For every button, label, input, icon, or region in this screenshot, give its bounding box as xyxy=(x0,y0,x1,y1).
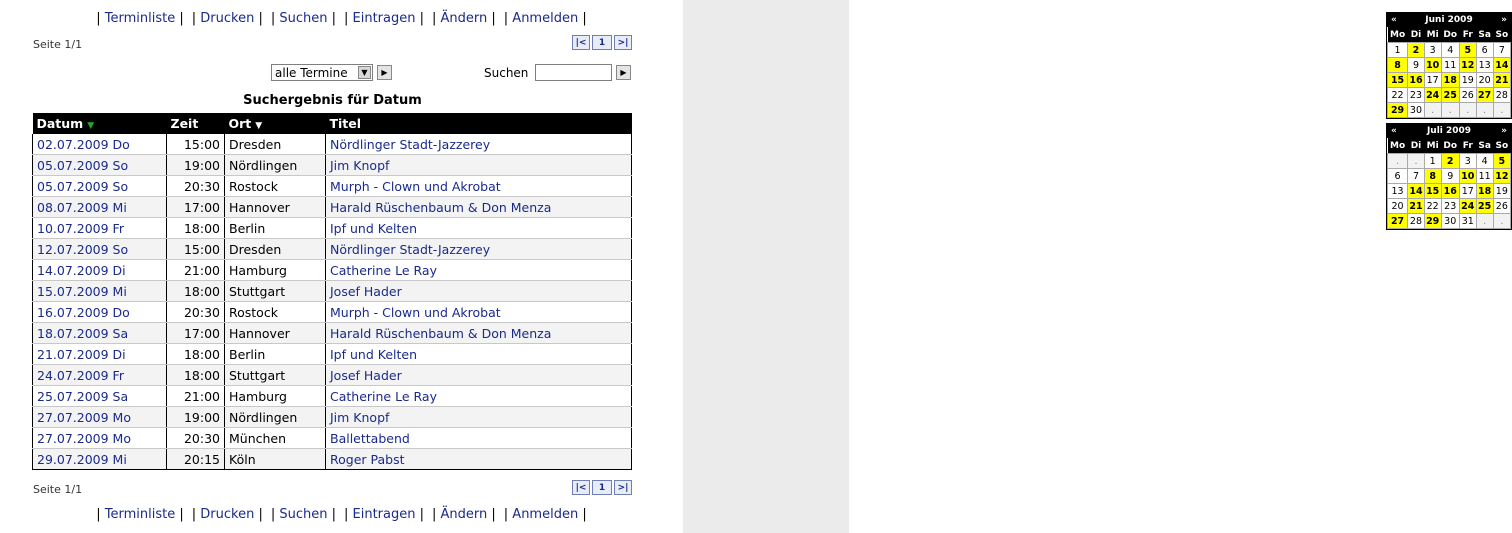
calendar-day-event[interactable]: 27 xyxy=(1388,214,1408,229)
calendar-title: Juli 2009 xyxy=(1426,126,1472,136)
nav-separator: | xyxy=(432,507,441,522)
calendar-day-event[interactable]: 15 xyxy=(1388,73,1408,88)
cell-zeit: 17:00 xyxy=(167,323,225,344)
calendar-day: 1 xyxy=(1424,154,1441,169)
mini-calendar xyxy=(1386,123,1512,230)
cell-datum[interactable]: 27.07.2009 Mo xyxy=(33,407,167,428)
weekday-header: Sa xyxy=(1476,138,1493,154)
cell-titel[interactable]: Catherine Le Ray xyxy=(326,260,632,281)
search-label: Suchen xyxy=(484,66,529,80)
cell-datum[interactable]: 02.07.2009 Do xyxy=(33,134,167,155)
cell-titel[interactable]: Jim Knopf xyxy=(326,407,632,428)
column-header-ort[interactable] xyxy=(225,113,326,134)
calendar-next-button[interactable]: » xyxy=(1501,15,1507,25)
calendar-day: 19 xyxy=(1459,73,1476,88)
cell-titel[interactable]: Ipf und Kelten xyxy=(326,344,632,365)
cell-datum[interactable]: 10.07.2009 Fr xyxy=(33,218,167,239)
cell-titel[interactable]: Ballettabend xyxy=(326,428,632,449)
nav-link-eintragen[interactable]: Eintragen xyxy=(352,507,416,522)
cell-ort: Hannover xyxy=(225,323,326,344)
pager-next-button[interactable]: >| xyxy=(614,35,632,50)
cell-zeit: 15:00 xyxy=(167,134,225,155)
result-title: Suchergebnis für Datum xyxy=(243,93,422,108)
table-row xyxy=(33,239,632,260)
calendar-next-button[interactable]: » xyxy=(1501,126,1507,136)
cell-titel[interactable]: Josef Hader xyxy=(326,281,632,302)
search-go-button[interactable]: ▶ xyxy=(616,65,631,80)
calendar-day: 22 xyxy=(1424,199,1441,214)
nav-separator: | xyxy=(270,11,280,26)
calendar-day-event[interactable]: 10 xyxy=(1426,59,1440,71)
table-row xyxy=(33,407,632,428)
table-row xyxy=(33,197,632,218)
cell-datum[interactable]: 18.07.2009 Sa xyxy=(33,323,167,344)
cell-titel[interactable]: Jim Knopf xyxy=(326,155,632,176)
nav-separator: | xyxy=(344,11,353,26)
cell-datum[interactable]: 12.07.2009 So xyxy=(33,239,167,260)
cell-ort: Rostock xyxy=(225,176,326,197)
nav-separator: | xyxy=(175,11,184,26)
table-row xyxy=(33,449,632,470)
cell-ort: Berlin xyxy=(225,344,326,365)
calendar-sidebar xyxy=(683,0,1509,533)
table-row xyxy=(33,281,632,302)
cell-datum[interactable]: 24.07.2009 Fr xyxy=(33,365,167,386)
calendar-day: 31 xyxy=(1459,214,1476,229)
calendar-day: . xyxy=(1459,103,1476,118)
cell-zeit: 18:00 xyxy=(167,365,225,386)
nav-separator: | xyxy=(578,11,587,26)
calendar-day: 28 xyxy=(1408,214,1425,229)
nav-separator: | xyxy=(432,11,441,26)
calendar-day: 13 xyxy=(1476,58,1493,73)
calendar-day: . xyxy=(1476,214,1493,229)
calendar-day: 7 xyxy=(1493,43,1510,58)
cell-ort: Dresden xyxy=(225,239,326,260)
cell-ort: Stuttgart xyxy=(225,365,326,386)
pager-current-page[interactable]: 1 xyxy=(592,480,612,495)
calendar-day: 28 xyxy=(1493,88,1510,103)
calendar-day: 17 xyxy=(1459,184,1476,199)
weekday-header: So xyxy=(1493,27,1510,43)
nav-item xyxy=(432,11,496,26)
weekday-header: Mi xyxy=(1424,27,1441,43)
cell-zeit: 19:00 xyxy=(167,155,225,176)
calendar-day: 11 xyxy=(1476,169,1493,184)
calendar-day: 3 xyxy=(1459,154,1476,169)
cell-titel[interactable]: Josef Hader xyxy=(326,365,632,386)
nav-link-suchen[interactable]: Suchen xyxy=(279,507,328,522)
calendar-day: 20 xyxy=(1388,199,1408,214)
calendar-day: 6 xyxy=(1388,169,1408,184)
weekday-header: Do xyxy=(1441,138,1459,154)
cell-titel[interactable]: Nördlinger Stadt-Jazzerey xyxy=(326,134,632,155)
top-navigation xyxy=(0,11,683,26)
calendar-day-event[interactable]: 21 xyxy=(1493,73,1510,88)
calendar-day-event[interactable]: 18 xyxy=(1478,185,1492,197)
table-row xyxy=(33,155,632,176)
calendar-day-event[interactable]: 24 xyxy=(1461,200,1475,212)
calendar-header xyxy=(1387,13,1511,27)
calendar-day-event[interactable]: 5 xyxy=(1493,154,1510,169)
column-label-zeit: Zeit xyxy=(170,116,199,131)
calendar-day-event[interactable]: 10 xyxy=(1461,170,1475,182)
weekday-header: Di xyxy=(1408,27,1425,43)
cell-datum[interactable]: 25.07.2009 Sa xyxy=(33,386,167,407)
nav-item xyxy=(96,507,183,522)
cell-ort: Dresden xyxy=(225,134,326,155)
cell-zeit: 18:00 xyxy=(167,218,225,239)
calendar-day: . xyxy=(1441,103,1459,118)
page-info-bottom: Seite 1/1 xyxy=(33,483,83,496)
cell-zeit: 18:00 xyxy=(167,344,225,365)
calendar-day-event[interactable]: 2 xyxy=(1441,154,1459,169)
nav-separator: | xyxy=(503,507,513,522)
cell-ort: Stuttgart xyxy=(225,281,326,302)
calendar-day-event[interactable]: 27 xyxy=(1478,89,1492,101)
weekday-header: Mi xyxy=(1424,138,1441,154)
calendar-day: 4 xyxy=(1441,43,1459,58)
table-row xyxy=(33,428,632,449)
cell-titel[interactable]: Harald Rüschenbaum & Don Menza xyxy=(326,323,632,344)
pager-top xyxy=(572,35,632,50)
table-row xyxy=(33,344,632,365)
weekday-header: Fr xyxy=(1459,138,1476,154)
nav-item xyxy=(504,11,587,26)
table-row xyxy=(33,386,632,407)
calendar-day-event[interactable]: 25 xyxy=(1441,88,1459,103)
table-row xyxy=(33,323,632,344)
calendar-header xyxy=(1387,124,1511,138)
nav-separator: | xyxy=(503,11,513,26)
termine-select[interactable] xyxy=(271,64,373,81)
nav-link-drucken[interactable]: Drucken xyxy=(200,11,255,26)
cell-ort: Nördlingen xyxy=(225,155,326,176)
cell-titel[interactable]: Harald Rüschenbaum & Don Menza xyxy=(326,197,632,218)
column-header-datum[interactable] xyxy=(33,113,167,134)
nav-separator: | xyxy=(415,507,424,522)
cell-zeit: 20:30 xyxy=(167,428,225,449)
calendar-day-event[interactable]: 8 xyxy=(1424,169,1441,184)
nav-separator: | xyxy=(96,11,105,26)
nav-separator: | xyxy=(487,11,496,26)
calendar-day-event[interactable]: 15 xyxy=(1426,185,1440,197)
nav-link-ndern[interactable]: Ändern xyxy=(440,11,488,26)
weekday-header: Fr xyxy=(1459,27,1476,43)
calendar-day-event[interactable]: 12 xyxy=(1461,59,1475,71)
calendar-day: 9 xyxy=(1441,169,1459,184)
mini-calendar xyxy=(1386,12,1512,119)
pager-current-page[interactable]: 1 xyxy=(592,35,612,50)
nav-separator: | xyxy=(96,507,105,522)
cell-titel[interactable]: Catherine Le Ray xyxy=(326,386,632,407)
calendar-day: 23 xyxy=(1441,199,1459,214)
column-label-titel: Titel xyxy=(329,116,362,131)
calendar-day: 30 xyxy=(1441,214,1459,229)
cell-titel[interactable]: Roger Pabst xyxy=(326,449,632,470)
calendar-day: 13 xyxy=(1388,184,1408,199)
cell-datum[interactable]: 14.07.2009 Di xyxy=(33,260,167,281)
table-header-row xyxy=(33,113,632,134)
cell-zeit: 19:00 xyxy=(167,407,225,428)
cell-titel[interactable]: Ipf und Kelten xyxy=(326,218,632,239)
column-label-ort: Ort xyxy=(228,116,252,131)
table-row xyxy=(33,134,632,155)
cell-datum[interactable]: 05.07.2009 So xyxy=(33,155,167,176)
nav-link-terminliste[interactable]: Terminliste xyxy=(104,507,176,522)
nav-separator: | xyxy=(327,507,336,522)
calendar-day-event[interactable]: 18 xyxy=(1441,73,1459,88)
cell-ort: Hamburg xyxy=(225,386,326,407)
cell-datum[interactable]: 15.07.2009 Mi xyxy=(33,281,167,302)
table-row xyxy=(33,365,632,386)
nav-item xyxy=(344,11,424,26)
calendar-day: 19 xyxy=(1493,184,1510,199)
column-header-titel xyxy=(326,113,632,134)
cell-zeit: 21:00 xyxy=(167,260,225,281)
cell-datum[interactable]: 05.07.2009 So xyxy=(33,176,167,197)
nav-item xyxy=(432,507,496,522)
calendar-day: 1 xyxy=(1388,43,1408,58)
nav-item xyxy=(96,11,183,26)
nav-separator: | xyxy=(191,507,201,522)
filter-go-button[interactable]: ▶ xyxy=(377,65,392,80)
calendar-day-event[interactable]: 2 xyxy=(1408,43,1425,58)
nav-link-suchen[interactable]: Suchen xyxy=(279,11,328,26)
calendar-day-event[interactable]: 29 xyxy=(1426,215,1440,227)
nav-item xyxy=(192,11,263,26)
nav-item xyxy=(271,507,336,522)
calendar-day-event[interactable]: 21 xyxy=(1409,200,1423,212)
weekday-header: Mo xyxy=(1388,27,1408,43)
weekday-header: Sa xyxy=(1476,27,1493,43)
cell-datum[interactable]: 21.07.2009 Di xyxy=(33,344,167,365)
cell-datum[interactable]: 08.07.2009 Mi xyxy=(33,197,167,218)
cell-ort: Hannover xyxy=(225,197,326,218)
pager-next-button[interactable]: >| xyxy=(614,480,632,495)
column-label-datum: Datum xyxy=(36,116,84,131)
cell-ort: Nördlingen xyxy=(225,407,326,428)
calendar-day: . xyxy=(1493,214,1510,229)
calendar-day: . xyxy=(1424,103,1441,118)
nav-item xyxy=(271,11,336,26)
cell-zeit: 20:30 xyxy=(167,302,225,323)
dropdown-arrow-icon[interactable]: ▼ xyxy=(358,66,371,79)
calendar-day-event[interactable]: 24 xyxy=(1426,89,1440,101)
calendar-day: . xyxy=(1408,154,1425,169)
bottom-navigation xyxy=(0,507,683,522)
nav-link-ndern[interactable]: Ändern xyxy=(440,507,488,522)
search-input[interactable] xyxy=(535,64,612,81)
calendar-day-event[interactable]: 14 xyxy=(1409,185,1423,197)
calendar-day: . xyxy=(1388,154,1408,169)
nav-separator: | xyxy=(270,507,280,522)
cell-titel[interactable]: Nördlinger Stadt-Jazzerey xyxy=(326,239,632,260)
calendar-day: 11 xyxy=(1441,58,1459,73)
nav-separator: | xyxy=(415,11,424,26)
weekday-header: Di xyxy=(1408,138,1425,154)
calendar-day-event[interactable]: 12 xyxy=(1493,169,1510,184)
calendar-day-event[interactable]: 25 xyxy=(1478,200,1492,212)
sort-down-icon: ▼ xyxy=(255,121,263,131)
nav-item xyxy=(192,507,263,522)
calendar-day: 26 xyxy=(1459,88,1476,103)
calendar-day-event[interactable]: 29 xyxy=(1388,103,1408,118)
weekday-header: Do xyxy=(1441,27,1459,43)
calendar-day: 6 xyxy=(1476,43,1493,58)
calendar-prev-button[interactable]: « xyxy=(1391,126,1397,136)
sort-down-icon: ▼ xyxy=(87,121,95,131)
calendar-day: 3 xyxy=(1424,43,1441,58)
cell-zeit: 17:00 xyxy=(167,197,225,218)
weekday-header: So xyxy=(1493,138,1510,154)
termine-select-value: alle Termine xyxy=(275,65,348,80)
results-table xyxy=(32,113,632,470)
cell-titel[interactable]: Murph - Clown und Akrobat xyxy=(326,176,632,197)
nav-separator: | xyxy=(344,507,353,522)
weekday-header: Mo xyxy=(1388,138,1408,154)
nav-link-anmelden[interactable]: Anmelden xyxy=(512,11,579,26)
table-row xyxy=(33,176,632,197)
pager-first-button[interactable]: |< xyxy=(572,480,590,495)
nav-item xyxy=(344,507,424,522)
pager-first-button[interactable]: |< xyxy=(572,35,590,50)
nav-link-anmelden[interactable]: Anmelden xyxy=(512,507,579,522)
calendar-day: 23 xyxy=(1408,88,1425,103)
nav-separator: | xyxy=(175,507,184,522)
table-row xyxy=(33,218,632,239)
nav-separator: | xyxy=(327,11,336,26)
calendar-day: 4 xyxy=(1476,154,1493,169)
calendar-prev-button[interactable]: « xyxy=(1391,15,1397,25)
calendar-day-event[interactable]: 8 xyxy=(1388,58,1408,73)
nav-separator: | xyxy=(254,507,263,522)
calendar-day-event[interactable]: 16 xyxy=(1441,184,1459,199)
calendar-day: 17 xyxy=(1424,73,1441,88)
calendar-day: 20 xyxy=(1476,73,1493,88)
calendar-day: 7 xyxy=(1408,169,1425,184)
cell-datum[interactable]: 29.07.2009 Mi xyxy=(33,449,167,470)
table-row xyxy=(33,260,632,281)
cell-ort: Berlin xyxy=(225,218,326,239)
calendar-day: 9 xyxy=(1408,58,1425,73)
cell-ort: München xyxy=(225,428,326,449)
cell-zeit: 21:00 xyxy=(167,386,225,407)
cell-zeit: 20:15 xyxy=(167,449,225,470)
nav-separator: | xyxy=(487,507,496,522)
nav-link-eintragen[interactable]: Eintragen xyxy=(352,11,416,26)
cell-ort: Köln xyxy=(225,449,326,470)
cell-ort: Hamburg xyxy=(225,260,326,281)
calendar-title: Juni 2009 xyxy=(1425,15,1473,25)
nav-link-terminliste[interactable]: Terminliste xyxy=(104,11,176,26)
cell-datum[interactable]: 27.07.2009 Mo xyxy=(33,428,167,449)
main-content xyxy=(0,0,683,533)
calendar-day: 30 xyxy=(1408,103,1425,118)
nav-separator: | xyxy=(578,507,587,522)
calendar-day-event[interactable]: 5 xyxy=(1459,43,1476,58)
filter-controls xyxy=(271,64,392,81)
nav-separator: | xyxy=(254,11,263,26)
page-info-top: Seite 1/1 xyxy=(33,38,83,51)
nav-separator: | xyxy=(191,11,201,26)
cell-zeit: 15:00 xyxy=(167,239,225,260)
calendar-day: . xyxy=(1476,103,1493,118)
nav-item xyxy=(504,507,587,522)
column-header-zeit xyxy=(167,113,225,134)
calendar-day: 26 xyxy=(1493,199,1510,214)
cell-datum[interactable]: 16.07.2009 Do xyxy=(33,302,167,323)
cell-zeit: 20:30 xyxy=(167,176,225,197)
table-row xyxy=(33,302,632,323)
cell-ort: Rostock xyxy=(225,302,326,323)
calendar-day-event[interactable]: 14 xyxy=(1493,58,1510,73)
cell-zeit: 18:00 xyxy=(167,281,225,302)
cell-titel[interactable]: Murph - Clown und Akrobat xyxy=(326,302,632,323)
calendar-day: . xyxy=(1493,103,1510,118)
nav-link-drucken[interactable]: Drucken xyxy=(200,507,255,522)
calendar-day: 22 xyxy=(1388,88,1408,103)
pager-bottom xyxy=(572,480,632,495)
calendar-day-event[interactable]: 16 xyxy=(1409,74,1423,86)
